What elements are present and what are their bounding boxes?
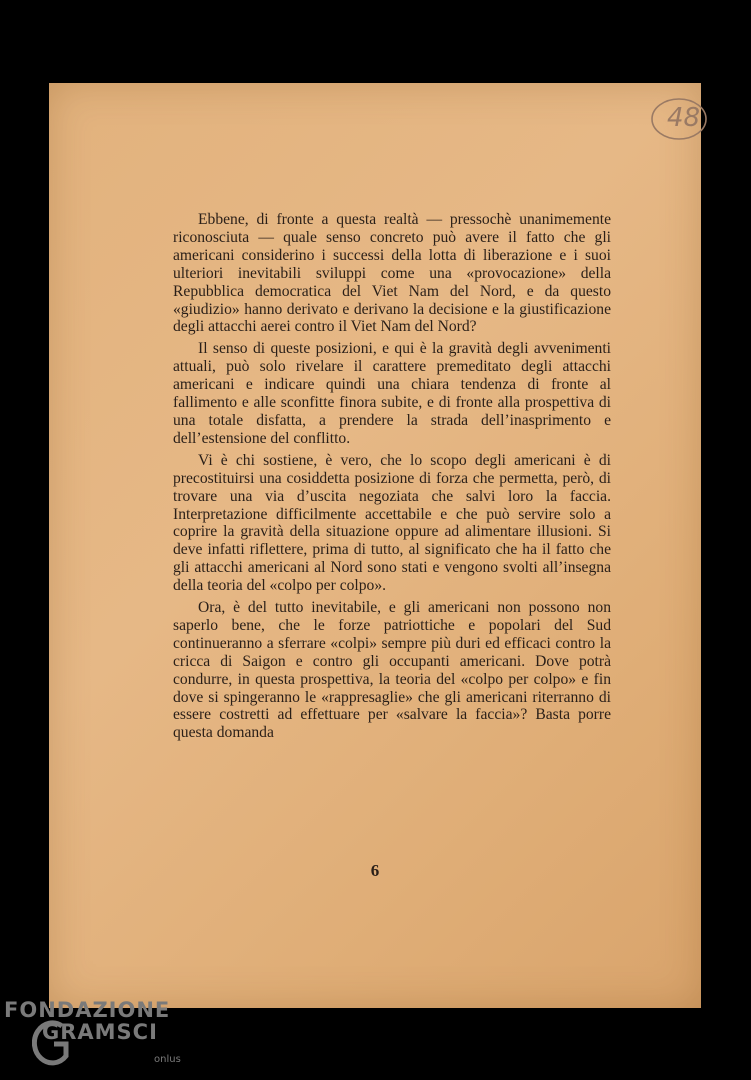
paragraph-1: Ebbene, di fronte a questa realtà — pressochè unanimemente riconosciuta — quale senso concreto può avere il fatto che gli americani considerino i successi della lotta di liberazione e i suoi ulteriori inevitabili sviluppi come una «provocazione» della Repubblica democratica del Viet Nam del Nord, e da questo «giudizio» hanno derivato e derivano la decisione e la giustificazione degli attacchi aerei contro il Viet Nam del Nord? bbox=[173, 211, 611, 336]
document-page bbox=[49, 83, 701, 1008]
body-text bbox=[173, 211, 611, 746]
logo-line-1: FONDAZIONE bbox=[4, 998, 171, 1022]
paragraph-3: Vi è chi sostiene, è vero, che lo scopo degli americani è di precostituirsi una cosiddetta posizione di forza che permetta, però, di trovare una via d’uscita negoziata che salvi loro la faccia. Interpretazione difficilmente accettabile e che può servire solo a coprire la gravità della situazione oppure ad alimentare illusioni. Si deve infatti riflettere, prima di tutto, al significato che ha il fatto che gli attacchi americani al Nord sono stati e vengono svolti all’insegna della teoria del «colpo per colpo». bbox=[173, 451, 611, 595]
logo-line-2: GRAMSCI bbox=[42, 1020, 158, 1044]
handwritten-page-number bbox=[649, 95, 709, 143]
page-number: 6 bbox=[370, 861, 380, 880]
fondazione-gramsci-logo bbox=[4, 996, 204, 1080]
handwritten-number-text: 48 bbox=[667, 103, 701, 133]
paragraph-4: Ora, è del tutto inevitabile, e gli americani non possono non saperlo bene, che le forze patriottiche e popolari del Sud continueranno a sferrare «colpi» sempre più duri ed efficaci contro la cricca di Saigon e contro gli occupanti americani. Dove potrà condurre, in questa prospettiva, la teoria del «colpo per colpo» e fin dove si spingeranno le «rappresaglie» che gli americani riterranno di essere costretti ad effettuare per «salvare la faccia»? Basta porre questa domanda bbox=[173, 599, 611, 742]
logo-subtitle: onlus bbox=[154, 1054, 181, 1065]
paragraph-2: Il senso di queste posizioni, e qui è la gravità degli avvenimenti attuali, può solo rivelare il carattere premeditato degli attacchi americani e indicare quindi una chiara tendenza di fronte al fallimento e alle sconfitte finora subite, e di fronte alla prospettiva di una totale disfatta, a prendere la strada dell’inasprimento e dell’estensione del conflitto. bbox=[173, 340, 611, 447]
